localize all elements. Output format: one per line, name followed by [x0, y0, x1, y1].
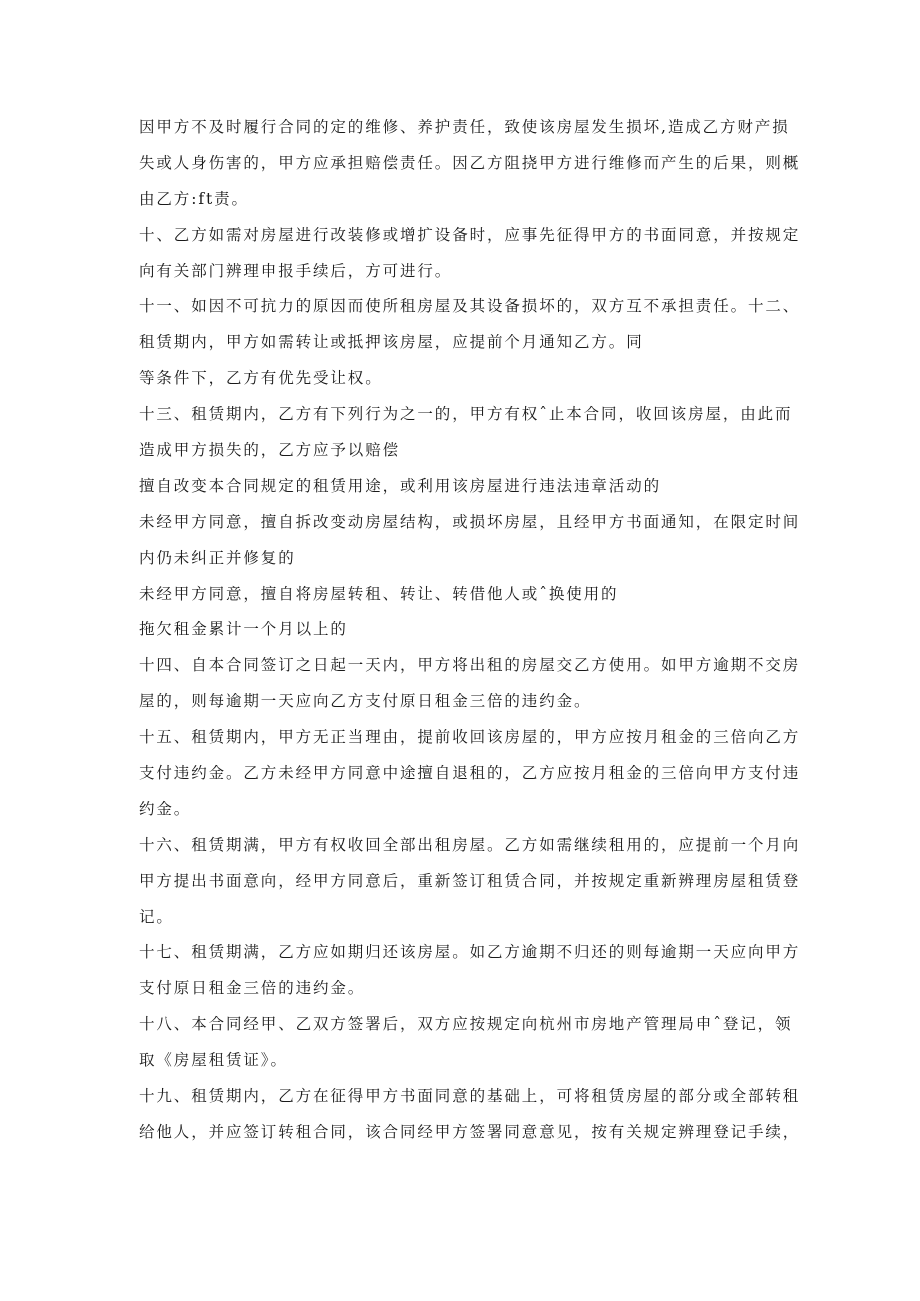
text-line: 内仍未纠正并修复的 [139, 548, 296, 567]
text-line: 取《房屋租赁证》。 [139, 1051, 288, 1070]
text-line: 造成甲方损失的，乙方应予以赔偿 [139, 441, 401, 460]
text-line: 支付违约金。乙方未经甲方同意中途擅自退租的，乙方应按月租金的三倍向甲方支付违 [139, 764, 801, 783]
clause-19-line: 十九、租赁期内，乙方在征得甲方书面同意的基础上，可将租赁房屋的部分或全部转租 [139, 1087, 801, 1106]
text-line: 记。 [139, 907, 174, 926]
text-line: 租赁期内，甲方如需转让或抵押该房屋，应提前个月通知乙方。同 [139, 333, 644, 352]
text-line: 甲方提出书面意向，经甲方同意后，重新签订租赁合同，并按规定重新辨理房屋租赁登 [139, 871, 801, 890]
text-line: 未经甲方同意，擅自拆改变动房屋结构，或损坏房屋，且经甲方书面通知，在限定时间 [139, 512, 801, 531]
text-line: 拖欠租金累计一个月以上的 [139, 620, 348, 639]
clause-17-line: 十七、租赁期满，乙方应如期归还该房屋。如乙方逾期不归还的则每逾期一天应向甲方 [139, 943, 801, 962]
clause-14-line: 十四、自本合同签订之日起一天内，甲方将出租的房屋交乙方使用。如甲方逾期不交房 [139, 656, 801, 675]
text-line: 未经甲方同意，擅自将房屋转租、转让、转借他人或ˆ换使用的 [139, 584, 619, 603]
text-line: 约金。 [139, 799, 192, 818]
text-line: 失或人身伤害的，甲方应承担赔偿责任。因乙方阻挠甲方进行维修而产生的后果，则概 [139, 153, 801, 172]
text-line: 由乙方:ft责。 [139, 189, 249, 208]
text-line: 等条件下，乙方有优先受让权。 [139, 369, 383, 388]
text-line: 向有关部门辨理申报手续后，方可进行。 [139, 261, 453, 280]
text-line: 给他人，并应签订转租合同，该合同经甲方签署同意意见，按有关规定辨理登记手续， [139, 1122, 801, 1141]
text-line: 支付原日租金三倍的违约金。 [139, 979, 366, 998]
clause-15-line: 十五、租赁期内，甲方无正当理由，提前收回该房屋的，甲方应按月租金的三倍向乙方 [139, 728, 801, 747]
text-line: 因甲方不及时履行合同的定的维修、养护责任，致使该房屋发生损坏,造成乙方财产损 [139, 118, 790, 136]
contract-text-body [139, 114, 799, 1155]
text-line: 屋的，则每逾期一天应向乙方支付原日租金三倍的违约金。 [139, 692, 592, 711]
clause-10-line: 十、乙方如需对房屋进行改装修或增扩设备时，应事先征得甲方的书面同意，并按规定 [139, 225, 801, 244]
clause-11-line: 十一、如因不可抗力的原因而使所租房屋及其设备损坏的，双方互不承担责任。十二、 [139, 297, 801, 316]
text-line: 擅自改变本合同规定的租赁用途，或利用该房屋进行违法违章活动的 [139, 476, 662, 495]
clause-16-line: 十六、租赁期满，甲方有权收回全部出租房屋。乙方如需继续租用的，应提前一个月向 [139, 835, 801, 854]
clause-18-line: 十八、本合同经甲、乙双方签署后，双方应按规定向杭州市房地产管理局申ˆ登记，领 [139, 1015, 793, 1034]
clause-13-line: 十三、租赁期内，乙方有下列行为之一的，甲方有权ˆ止本合同，收回该房屋，由此而 [139, 405, 793, 424]
